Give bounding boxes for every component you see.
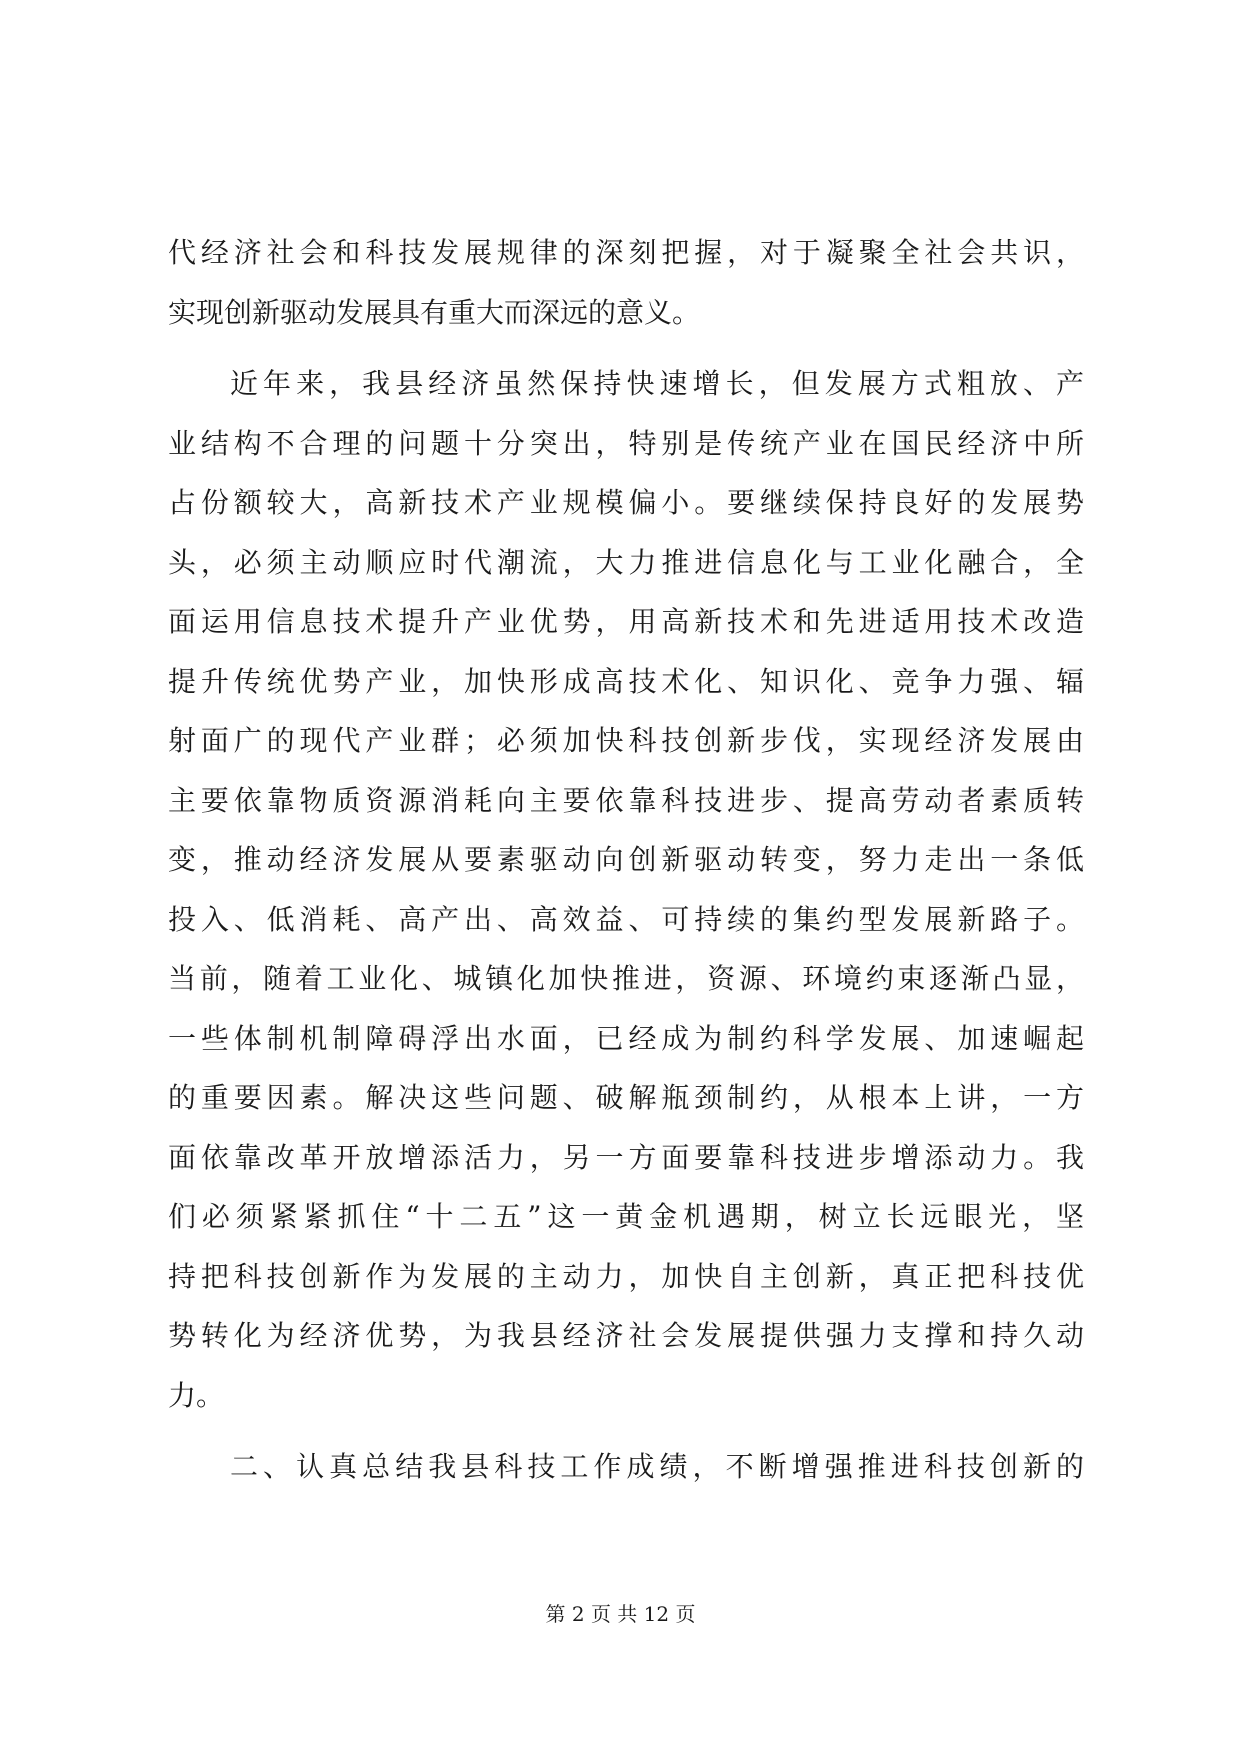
text-line: 面依靠改革开放增添活力，另一方面要靠科技进步增添动力。我 bbox=[168, 1140, 1084, 1174]
section-heading: 二、认真总结我县科技工作成绩，不断增强推进科技创新的 bbox=[230, 1450, 1084, 1483]
text-line: 业结构不合理的问题十分突出，特别是传统产业在国民经济中所 bbox=[168, 426, 1084, 460]
text-line: 持把科技创新作为发展的主动力，加快自主创新，真正把科技优 bbox=[168, 1259, 1084, 1293]
text-line: 代经济社会和科技发展规律的深刻把握，对于凝聚全社会共识， bbox=[168, 236, 1084, 269]
text-line: 的重要因素。解决这些问题、破解瓶颈制约，从根本上讲，一方 bbox=[168, 1081, 1084, 1114]
text-line: 当前，随着工业化、城镇化加快推进，资源、环境约束逐渐凸显， bbox=[168, 962, 1084, 995]
text-line: 头，必须主动顺应时代潮流，大力推进信息化与工业化融合，全 bbox=[168, 545, 1084, 579]
text-line: 占份额较大，高新技术产业规模偏小。要继续保持良好的发展势 bbox=[168, 486, 1084, 519]
document-body bbox=[168, 223, 1084, 1497]
text-line: 力。 bbox=[168, 1378, 225, 1412]
text-line: 一些体制机制障碍浮出水面，已经成为制约科学发展、加速崛起 bbox=[168, 1021, 1084, 1055]
text-line: 们必须紧紧抓住“十二五”这一黄金机遇期，树立长远眼光，坚 bbox=[168, 1200, 1084, 1233]
text-line: 投入、低消耗、高产出、高效益、可持续的集约型发展新路子。 bbox=[168, 902, 1084, 936]
page-number: 第 2 页 共 12 页 bbox=[545, 1602, 696, 1626]
text-line: 实现创新驱动发展具有重大而深远的意义。 bbox=[168, 295, 701, 329]
text-line: 势转化为经济优势，为我县经济社会发展提供强力支撑和持久动 bbox=[168, 1319, 1084, 1352]
text-line: 面运用信息技术提升产业优势，用高新技术和先进适用技术改造 bbox=[168, 605, 1084, 638]
text-line: 射面广的现代产业群；必须加快科技创新步伐，实现经济发展由 bbox=[168, 724, 1084, 757]
text-line: 主要依靠物质资源消耗向主要依靠科技进步、提高劳动者素质转 bbox=[168, 783, 1084, 817]
text-line: 提升传统优势产业，加快形成高技术化、知识化、竞争力强、辐 bbox=[168, 664, 1084, 698]
text-line: 变，推动经济发展从要素驱动向创新驱动转变，努力走出一条低 bbox=[168, 843, 1084, 876]
paragraph-first-line: 近年来，我县经济虽然保持快速增长，但发展方式粗放、产 bbox=[230, 367, 1084, 400]
